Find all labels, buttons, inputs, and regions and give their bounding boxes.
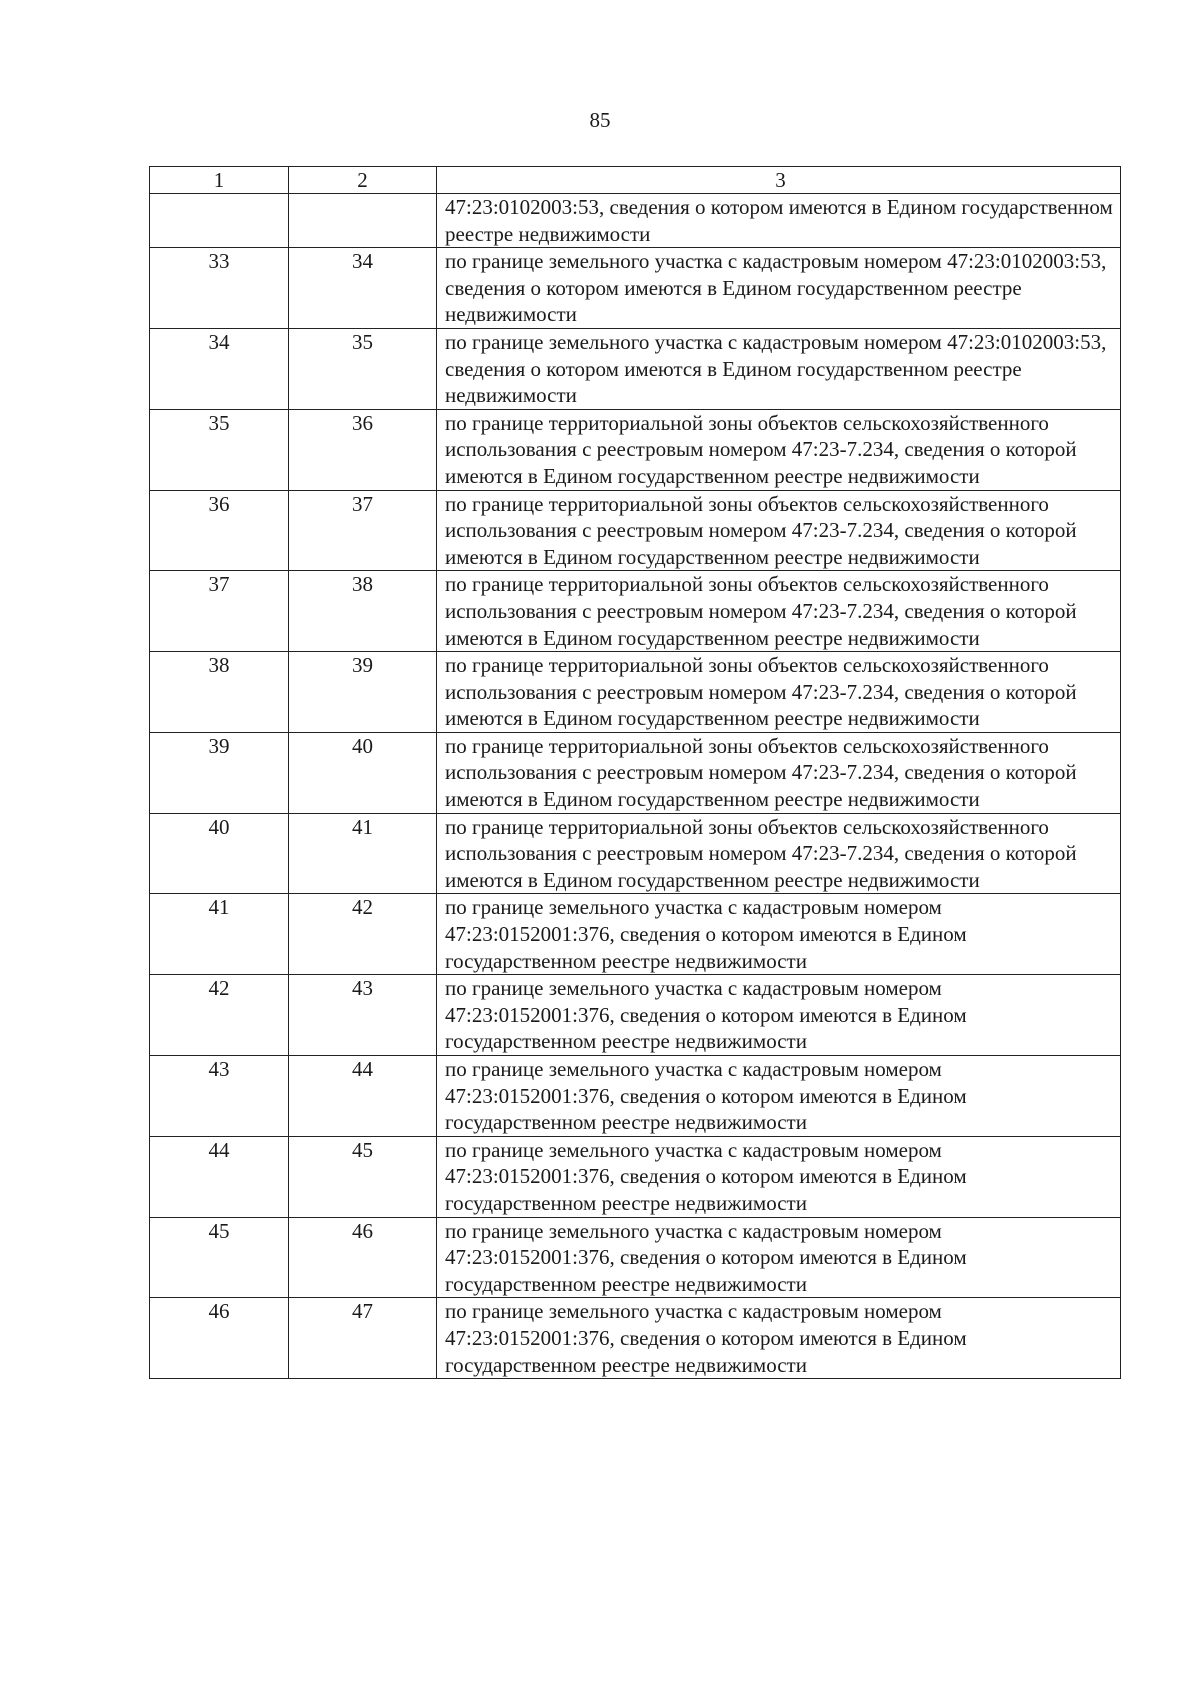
cell-boundary-description: по границе территориальной зоны объектов сельскохозяйственного использования с реестровым номером 47:23-7.234, сведения о которой имеются в Едином государственном реестре недвижимости <box>437 813 1121 894</box>
cell-point-from: 37 <box>150 571 289 652</box>
table-row <box>150 894 1121 975</box>
table-row <box>150 248 1121 329</box>
cell-point-from: 44 <box>150 1136 289 1217</box>
cell-boundary-description: по границе территориальной зоны объектов сельскохозяйственного использования с реестровым номером 47:23-7.234, сведения о которой имеются в Едином государственном реестре недвижимости <box>437 490 1121 571</box>
cell-boundary-description: по границе земельного участка с кадастровым номером 47:23:0102003:53, сведения о котором имеются в Едином государственном реестре недвижимости <box>437 328 1121 409</box>
table-row <box>150 652 1121 733</box>
cell-boundary-description: по границе земельного участка с кадастровым номером 47:23:0152001:376, сведения о котором имеются в Едином государственном реестре недвижимости <box>437 975 1121 1056</box>
cell-point-to: 43 <box>289 975 437 1056</box>
header-col-3: 3 <box>437 167 1121 194</box>
cell-boundary-description: по границе земельного участка с кадастровым номером 47:23:0102003:53, сведения о котором имеются в Едином государственном реестре недвижимости <box>437 248 1121 329</box>
cell-point-to: 42 <box>289 894 437 975</box>
cell-point-to <box>289 194 437 248</box>
cell-point-from: 36 <box>150 490 289 571</box>
cell-boundary-description: по границе территориальной зоны объектов сельскохозяйственного использования с реестровым номером 47:23-7.234, сведения о которой имеются в Едином государственном реестре недвижимости <box>437 652 1121 733</box>
boundary-table <box>149 166 1121 1379</box>
cell-point-from: 42 <box>150 975 289 1056</box>
cell-point-from: 35 <box>150 409 289 490</box>
cell-point-from <box>150 194 289 248</box>
cell-point-from: 33 <box>150 248 289 329</box>
cell-point-to: 38 <box>289 571 437 652</box>
cell-point-to: 46 <box>289 1217 437 1298</box>
cell-boundary-description: по границе земельного участка с кадастровым номером 47:23:0152001:376, сведения о котором имеются в Едином государственном реестре недвижимости <box>437 1217 1121 1298</box>
cell-point-to: 47 <box>289 1298 437 1379</box>
cell-boundary-description: по границе территориальной зоны объектов сельскохозяйственного использования с реестровым номером 47:23-7.234, сведения о которой имеются в Едином государственном реестре недвижимости <box>437 571 1121 652</box>
cell-point-from: 41 <box>150 894 289 975</box>
cell-point-to: 45 <box>289 1136 437 1217</box>
table-row <box>150 1136 1121 1217</box>
table-row <box>150 1056 1121 1137</box>
page-number: 85 <box>589 108 611 132</box>
table-row <box>150 813 1121 894</box>
cell-point-from: 34 <box>150 328 289 409</box>
cell-point-from: 39 <box>150 732 289 813</box>
cell-point-to: 36 <box>289 409 437 490</box>
cell-point-to: 35 <box>289 328 437 409</box>
table-row <box>150 571 1121 652</box>
header-col-2: 2 <box>289 167 437 194</box>
table-row <box>150 732 1121 813</box>
table-row <box>150 1298 1121 1379</box>
cell-boundary-description: по границе земельного участка с кадастровым номером 47:23:0152001:376, сведения о котором имеются в Едином государственном реестре недвижимости <box>437 1056 1121 1137</box>
cell-point-to: 39 <box>289 652 437 733</box>
cell-point-from: 46 <box>150 1298 289 1379</box>
table-row <box>150 975 1121 1056</box>
table-row <box>150 490 1121 571</box>
cell-point-to: 40 <box>289 732 437 813</box>
cell-point-from: 43 <box>150 1056 289 1137</box>
cell-point-to: 34 <box>289 248 437 329</box>
table-row <box>150 409 1121 490</box>
cell-boundary-description: по границе территориальной зоны объектов сельскохозяйственного использования с реестровым номером 47:23-7.234, сведения о которой имеются в Едином государственном реестре недвижимости <box>437 732 1121 813</box>
cell-boundary-description: по границе территориальной зоны объектов сельскохозяйственного использования с реестровым номером 47:23-7.234, сведения о которой имеются в Едином государственном реестре недвижимости <box>437 409 1121 490</box>
cell-point-to: 41 <box>289 813 437 894</box>
cell-boundary-description: 47:23:0102003:53, сведения о котором имеются в Едином государственном реестре недвижимости <box>437 194 1121 248</box>
cell-point-to: 44 <box>289 1056 437 1137</box>
cell-boundary-description: по границе земельного участка с кадастровым номером 47:23:0152001:376, сведения о котором имеются в Едином государственном реестре недвижимости <box>437 1298 1121 1379</box>
cell-point-from: 45 <box>150 1217 289 1298</box>
cell-point-from: 40 <box>150 813 289 894</box>
table-row <box>150 1217 1121 1298</box>
cell-boundary-description: по границе земельного участка с кадастровым номером 47:23:0152001:376, сведения о котором имеются в Едином государственном реестре недвижимости <box>437 894 1121 975</box>
cell-point-to: 37 <box>289 490 437 571</box>
cell-boundary-description: по границе земельного участка с кадастровым номером 47:23:0152001:376, сведения о котором имеются в Едином государственном реестре недвижимости <box>437 1136 1121 1217</box>
cell-point-from: 38 <box>150 652 289 733</box>
table-row <box>150 328 1121 409</box>
table-header-row <box>150 167 1121 194</box>
table-row <box>150 194 1121 248</box>
header-col-1: 1 <box>150 167 289 194</box>
